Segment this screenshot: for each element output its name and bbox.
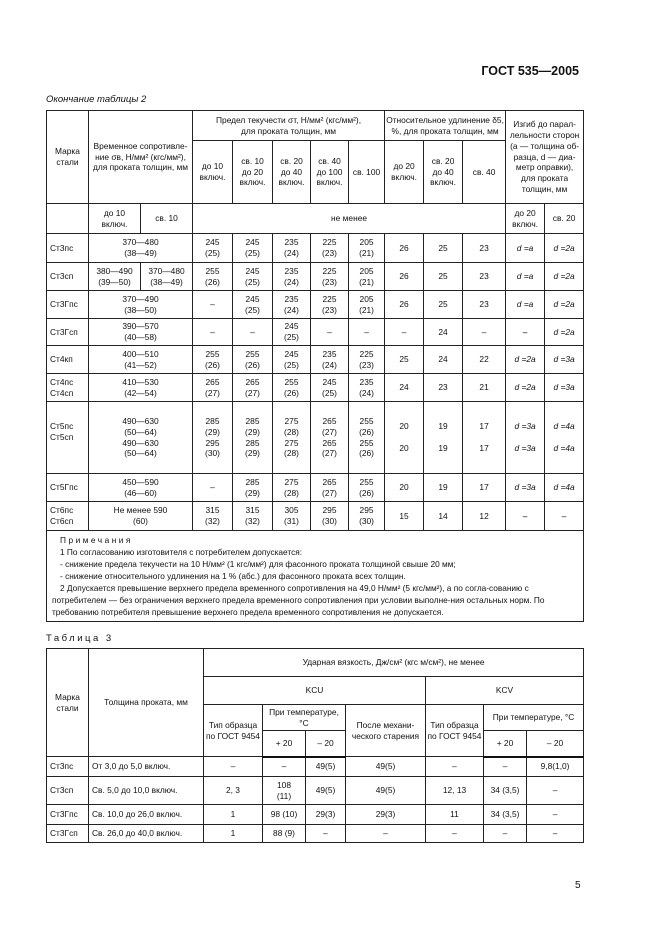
header-bend-col: до 20 включ. <box>506 204 545 234</box>
table-row <box>47 777 584 805</box>
table-row <box>47 263 584 291</box>
yield-cell: 315 (32) <box>233 502 273 531</box>
bend-cell: d =2a <box>545 263 584 291</box>
table-row <box>47 234 584 263</box>
yield-cell: 255 (26) <box>193 263 233 291</box>
header-bend-col: св. 20 <box>545 204 584 234</box>
tensile-cell: 370—490 (38—50) <box>89 291 193 319</box>
thickness-cell: Св. 5,0 до 10,0 включ. <box>89 777 204 805</box>
header-kcv-type: Тип образца по ГОСТ 9454 <box>426 705 484 757</box>
impact-value-cell: – <box>527 777 584 805</box>
yield-cell: 255 (26) 255 (26) <box>349 402 385 474</box>
yield-cell: 275 (28) 275 (28) <box>273 402 311 474</box>
header-kcv-plus20: + 20 <box>484 731 527 757</box>
grade-cell: Ст3сп <box>47 263 89 291</box>
impact-value-cell: 29(3) <box>346 805 426 825</box>
yield-cell: 305 (31) <box>273 502 311 531</box>
table-row <box>47 374 584 402</box>
yield-cell: 245 (25) <box>311 374 349 402</box>
header-bend: Изгиб до парал- лельности сторон (а — толщина об- разца, d — диа- метр оправки), для проката толщин, мм <box>506 111 584 204</box>
bend-cell: d =3a <box>545 374 584 402</box>
bend-cell: d =2a <box>545 319 584 346</box>
yield-cell: 205 (21) <box>349 263 385 291</box>
elongation-cell: 24 <box>385 374 424 402</box>
table-2 <box>46 110 584 622</box>
header-tensile-col: до 10 включ. <box>89 204 141 234</box>
impact-value-cell: 9,8(1,0) <box>527 757 584 777</box>
elongation-cell: 20 <box>385 474 424 502</box>
grade-cell: Ст3сп <box>47 777 89 805</box>
impact-value-cell: 49(5) <box>346 777 426 805</box>
table-row <box>47 805 584 825</box>
header-tensile: Временное сопротивле- ние σв, Н/мм² (кгс/мм²), для проката толщин, мм <box>89 111 193 204</box>
bend-cell: d =3a <box>506 474 545 502</box>
yield-cell: 315 (32) <box>193 502 233 531</box>
table-row <box>47 319 584 346</box>
impact-value-cell: – <box>527 825 584 843</box>
grade-cell: Ст3пс <box>47 757 89 777</box>
header-elong-col: св. 40 <box>463 141 506 204</box>
grade-cell: Ст5Гпс <box>47 474 89 502</box>
bend-cell: d =4a <box>545 474 584 502</box>
impact-value-cell: – <box>484 757 527 777</box>
yield-cell: 265 (27) <box>311 474 349 502</box>
impact-value-cell: – <box>527 805 584 825</box>
impact-value-cell: 11 <box>426 805 484 825</box>
elongation-cell: 26 <box>385 263 424 291</box>
header-yield-col: св. 100 <box>349 141 385 204</box>
impact-value-cell: 108 (11) <box>263 777 306 805</box>
header-tensile-col: св. 10 <box>141 204 193 234</box>
yield-cell: 235 (24) <box>273 291 311 319</box>
yield-cell: 205 (21) <box>349 291 385 319</box>
yield-cell: 255 (26) <box>233 346 273 374</box>
yield-cell: 265 (27) 265 (27) <box>311 402 349 474</box>
elongation-cell: 24 <box>424 319 463 346</box>
grade-cell: Ст3Гсп <box>47 825 89 843</box>
header-kcu-type: Тип образца по ГОСТ 9454 <box>204 705 263 757</box>
elongation-cell: 24 <box>424 346 463 374</box>
elongation-cell: 23 <box>463 234 506 263</box>
header-kcv-temp: При температуре, °С <box>484 705 584 731</box>
grade-cell: Ст4пс Ст4сп <box>47 374 89 402</box>
tensile-cell: 380—490 (39—50) <box>89 263 141 291</box>
elongation-cell: 23 <box>424 374 463 402</box>
yield-cell: 205 (21) <box>349 234 385 263</box>
note-1: 1 По согласованию изготовителя с потребителем допускается: <box>60 547 303 558</box>
elongation-cell: 26 <box>385 234 424 263</box>
elongation-cell: 21 <box>463 374 506 402</box>
table-continuation-caption: Окончание таблицы 2 <box>46 94 147 105</box>
bend-cell: d =a <box>506 263 545 291</box>
bend-cell: – <box>506 502 545 531</box>
elongation-cell: 22 <box>463 346 506 374</box>
bend-cell: – <box>545 502 584 531</box>
thickness-cell: Св. 26,0 до 40,0 включ. <box>89 825 204 843</box>
table-3-caption: Таблица 3 <box>46 633 114 644</box>
thickness-cell: От 3,0 до 5,0 включ. <box>89 757 204 777</box>
elongation-cell: 17 <box>463 474 506 502</box>
yield-cell: 235 (24) <box>311 346 349 374</box>
header-kcu-plus20: + 20 <box>263 731 306 757</box>
document-number: ГОСТ 535—2005 <box>481 64 579 78</box>
header-yield-col: св. 20 до 40 включ. <box>273 141 311 204</box>
yield-cell: – <box>311 319 349 346</box>
elongation-cell: 19 19 <box>424 402 463 474</box>
impact-value-cell: – <box>346 825 426 843</box>
impact-value-cell: 49(5) <box>306 757 346 777</box>
yield-cell: 285 (29) 295 (30) <box>193 402 233 474</box>
impact-value-cell: 12, 13 <box>426 777 484 805</box>
impact-value-cell: – <box>263 757 306 777</box>
header-kcv-minus20: – 20 <box>527 731 584 757</box>
yield-cell: – <box>193 319 233 346</box>
header-kcu-minus20: – 20 <box>306 731 346 757</box>
impact-value-cell: 1 <box>204 825 263 843</box>
header-yield-col: до 10 включ. <box>193 141 233 204</box>
tensile-cell: Не менее 590 (60) <box>89 502 193 531</box>
yield-cell: 285 (29) 285 (29) <box>233 402 273 474</box>
header-elongation: Относительное удлинение δ5, %, для проката толщин, мм <box>385 111 506 141</box>
yield-cell: 245 (25) <box>273 319 311 346</box>
grade-cell: Ст3Гпс <box>47 291 89 319</box>
bend-cell: d =a <box>506 291 545 319</box>
notes-title: Примечания <box>60 535 133 545</box>
elongation-cell: 23 <box>463 291 506 319</box>
impact-value-cell: 49(5) <box>346 757 426 777</box>
tensile-cell: 400—510 (41—52) <box>89 346 193 374</box>
yield-cell: – <box>233 319 273 346</box>
table-row <box>47 291 584 319</box>
table-row <box>47 825 584 843</box>
yield-cell: 255 (26) <box>193 346 233 374</box>
header-elong-col: до 20 включ. <box>385 141 424 204</box>
bend-cell: d =a <box>506 234 545 263</box>
bend-cell: d =2a <box>545 234 584 263</box>
yield-cell: 225 (23) <box>311 291 349 319</box>
impact-value-cell: 98 (10) <box>263 805 306 825</box>
yield-cell: – <box>193 291 233 319</box>
elongation-cell: 25 <box>424 263 463 291</box>
bend-cell: d =2a <box>545 291 584 319</box>
grade-cell: Ст3Гсп <box>47 319 89 346</box>
elongation-cell: 15 <box>385 502 424 531</box>
impact-value-cell: – <box>204 757 263 777</box>
table-row <box>47 757 584 777</box>
elongation-cell: 17 17 <box>463 402 506 474</box>
header-kcu: KCU <box>204 677 426 705</box>
impact-value-cell: – <box>426 825 484 843</box>
table-row <box>47 402 584 474</box>
yield-cell: 245 (25) <box>233 291 273 319</box>
grade-cell: Ст5пс Ст5сп <box>47 402 89 474</box>
yield-cell: 265 (27) <box>233 374 273 402</box>
impact-value-cell: 34 (3,5) <box>484 777 527 805</box>
bend-cell: – <box>506 319 545 346</box>
yield-cell: 265 (27) <box>193 374 233 402</box>
impact-value-cell: 1 <box>204 805 263 825</box>
impact-value-cell: – <box>306 825 346 843</box>
yield-cell: 285 (29) <box>233 474 273 502</box>
header-yield-col: св. 10 до 20 включ. <box>233 141 273 204</box>
note-1b: - снижение относительного удлинения на 1 % (абс.) для фасонного проката всех толщин. <box>60 571 406 582</box>
impact-value-cell: 2, 3 <box>204 777 263 805</box>
yield-cell: 225 (23) <box>311 263 349 291</box>
yield-cell: 225 (23) <box>311 234 349 263</box>
table-row <box>47 346 584 374</box>
tensile-cell: 450—590 (46—60) <box>89 474 193 502</box>
yield-cell: 295 (30) <box>349 502 385 531</box>
yield-cell: 225 (23) <box>349 346 385 374</box>
grade-cell: Ст4кп <box>47 346 89 374</box>
yield-cell: 235 (24) <box>273 263 311 291</box>
header-kcv: KCV <box>426 677 584 705</box>
bend-cell: d =3a d =3a <box>506 402 545 474</box>
grade-cell: Ст3Гпс <box>47 805 89 825</box>
yield-cell: 245 (25) <box>233 263 273 291</box>
table-3 <box>46 648 584 843</box>
grade-cell: Ст6пс Ст6сп <box>47 502 89 531</box>
note-1a: - снижение предела текучести на 10 Н/мм² (1 кгс/мм²) для фасонного проката толщиной свыше 20 мм; <box>60 559 456 570</box>
elongation-cell: 25 <box>385 346 424 374</box>
bend-cell: d =4a d =4a <box>545 402 584 474</box>
table-2-notes <box>47 531 584 622</box>
elongation-cell: – <box>385 319 424 346</box>
tensile-cell: 370—480 (38—49) <box>141 263 193 291</box>
thickness-cell: Св. 10,0 до 26,0 включ. <box>89 805 204 825</box>
yield-cell: – <box>349 319 385 346</box>
elongation-cell: 26 <box>385 291 424 319</box>
impact-value-cell: 88 (9) <box>263 825 306 843</box>
elongation-cell: 25 <box>424 234 463 263</box>
tensile-cell: 370—480 (38—49) <box>89 234 193 263</box>
header-kcu-temp: При температуре, °С <box>263 705 346 731</box>
yield-cell: 245 (25) <box>193 234 233 263</box>
header-impact: Ударная вязкость, Дж/см² (кгс м/см²), не менее <box>204 649 584 677</box>
header-yield-col: св. 40 до 100 включ. <box>311 141 349 204</box>
yield-cell: 245 (25) <box>233 234 273 263</box>
yield-cell: – <box>193 474 233 502</box>
table-row <box>47 502 584 531</box>
yield-cell: 235 (24) <box>273 234 311 263</box>
yield-cell: 255 (26) <box>349 474 385 502</box>
header-not-less: не менее <box>193 204 506 234</box>
tensile-cell: 490—630 (50—64) 490—630 (50—64) <box>89 402 193 474</box>
elongation-cell: 19 <box>424 474 463 502</box>
yield-cell: 245 (25) <box>273 346 311 374</box>
grade-cell: Ст3пс <box>47 234 89 263</box>
elongation-cell: – <box>463 319 506 346</box>
impact-value-cell: 34 (3,5) <box>484 805 527 825</box>
yield-cell: 255 (26) <box>273 374 311 402</box>
page-number: 5 <box>575 880 581 891</box>
tensile-cell: 390—570 (40—58) <box>89 319 193 346</box>
header-yield: Предел текучести σт, Н/мм² (кгс/мм²), для проката толщин, мм <box>193 111 385 141</box>
header-grade-spacer <box>47 204 89 234</box>
elongation-cell: 23 <box>463 263 506 291</box>
impact-value-cell: 29(3) <box>306 805 346 825</box>
bend-cell: d =2a <box>506 374 545 402</box>
elongation-cell: 12 <box>463 502 506 531</box>
note-2: 2 Допускается превышение верхнего предела временного сопротивления на 49,0 Н/мм² (5 кгс/мм²), а по согла-сованию с потребителем — без ограничения верхнего предела временного сопротивления при условии выполне-ния остальных норм. По требованию потребителя превышение верхнего предела временного сопротивления не допускается. <box>52 583 545 618</box>
elongation-cell: 25 <box>424 291 463 319</box>
impact-value-cell: – <box>484 825 527 843</box>
header-grade: Марка стали <box>47 649 89 757</box>
header-grade: Марка стали <box>47 111 89 204</box>
yield-cell: 235 (24) <box>349 374 385 402</box>
impact-value-cell: – <box>426 757 484 777</box>
header-thickness: Толщина проката, мм <box>89 649 204 757</box>
impact-value-cell: 49(5) <box>306 777 346 805</box>
tensile-cell: 410—530 (42—54) <box>89 374 193 402</box>
yield-cell: 275 (28) <box>273 474 311 502</box>
elongation-cell: 20 20 <box>385 402 424 474</box>
table-row <box>47 474 584 502</box>
bend-cell: d =3a <box>545 346 584 374</box>
bend-cell: d =2a <box>506 346 545 374</box>
header-aging: После механи- ческого старения <box>346 705 426 757</box>
header-elong-col: св. 20 до 40 включ. <box>424 141 463 204</box>
elongation-cell: 14 <box>424 502 463 531</box>
yield-cell: 295 (30) <box>311 502 349 531</box>
